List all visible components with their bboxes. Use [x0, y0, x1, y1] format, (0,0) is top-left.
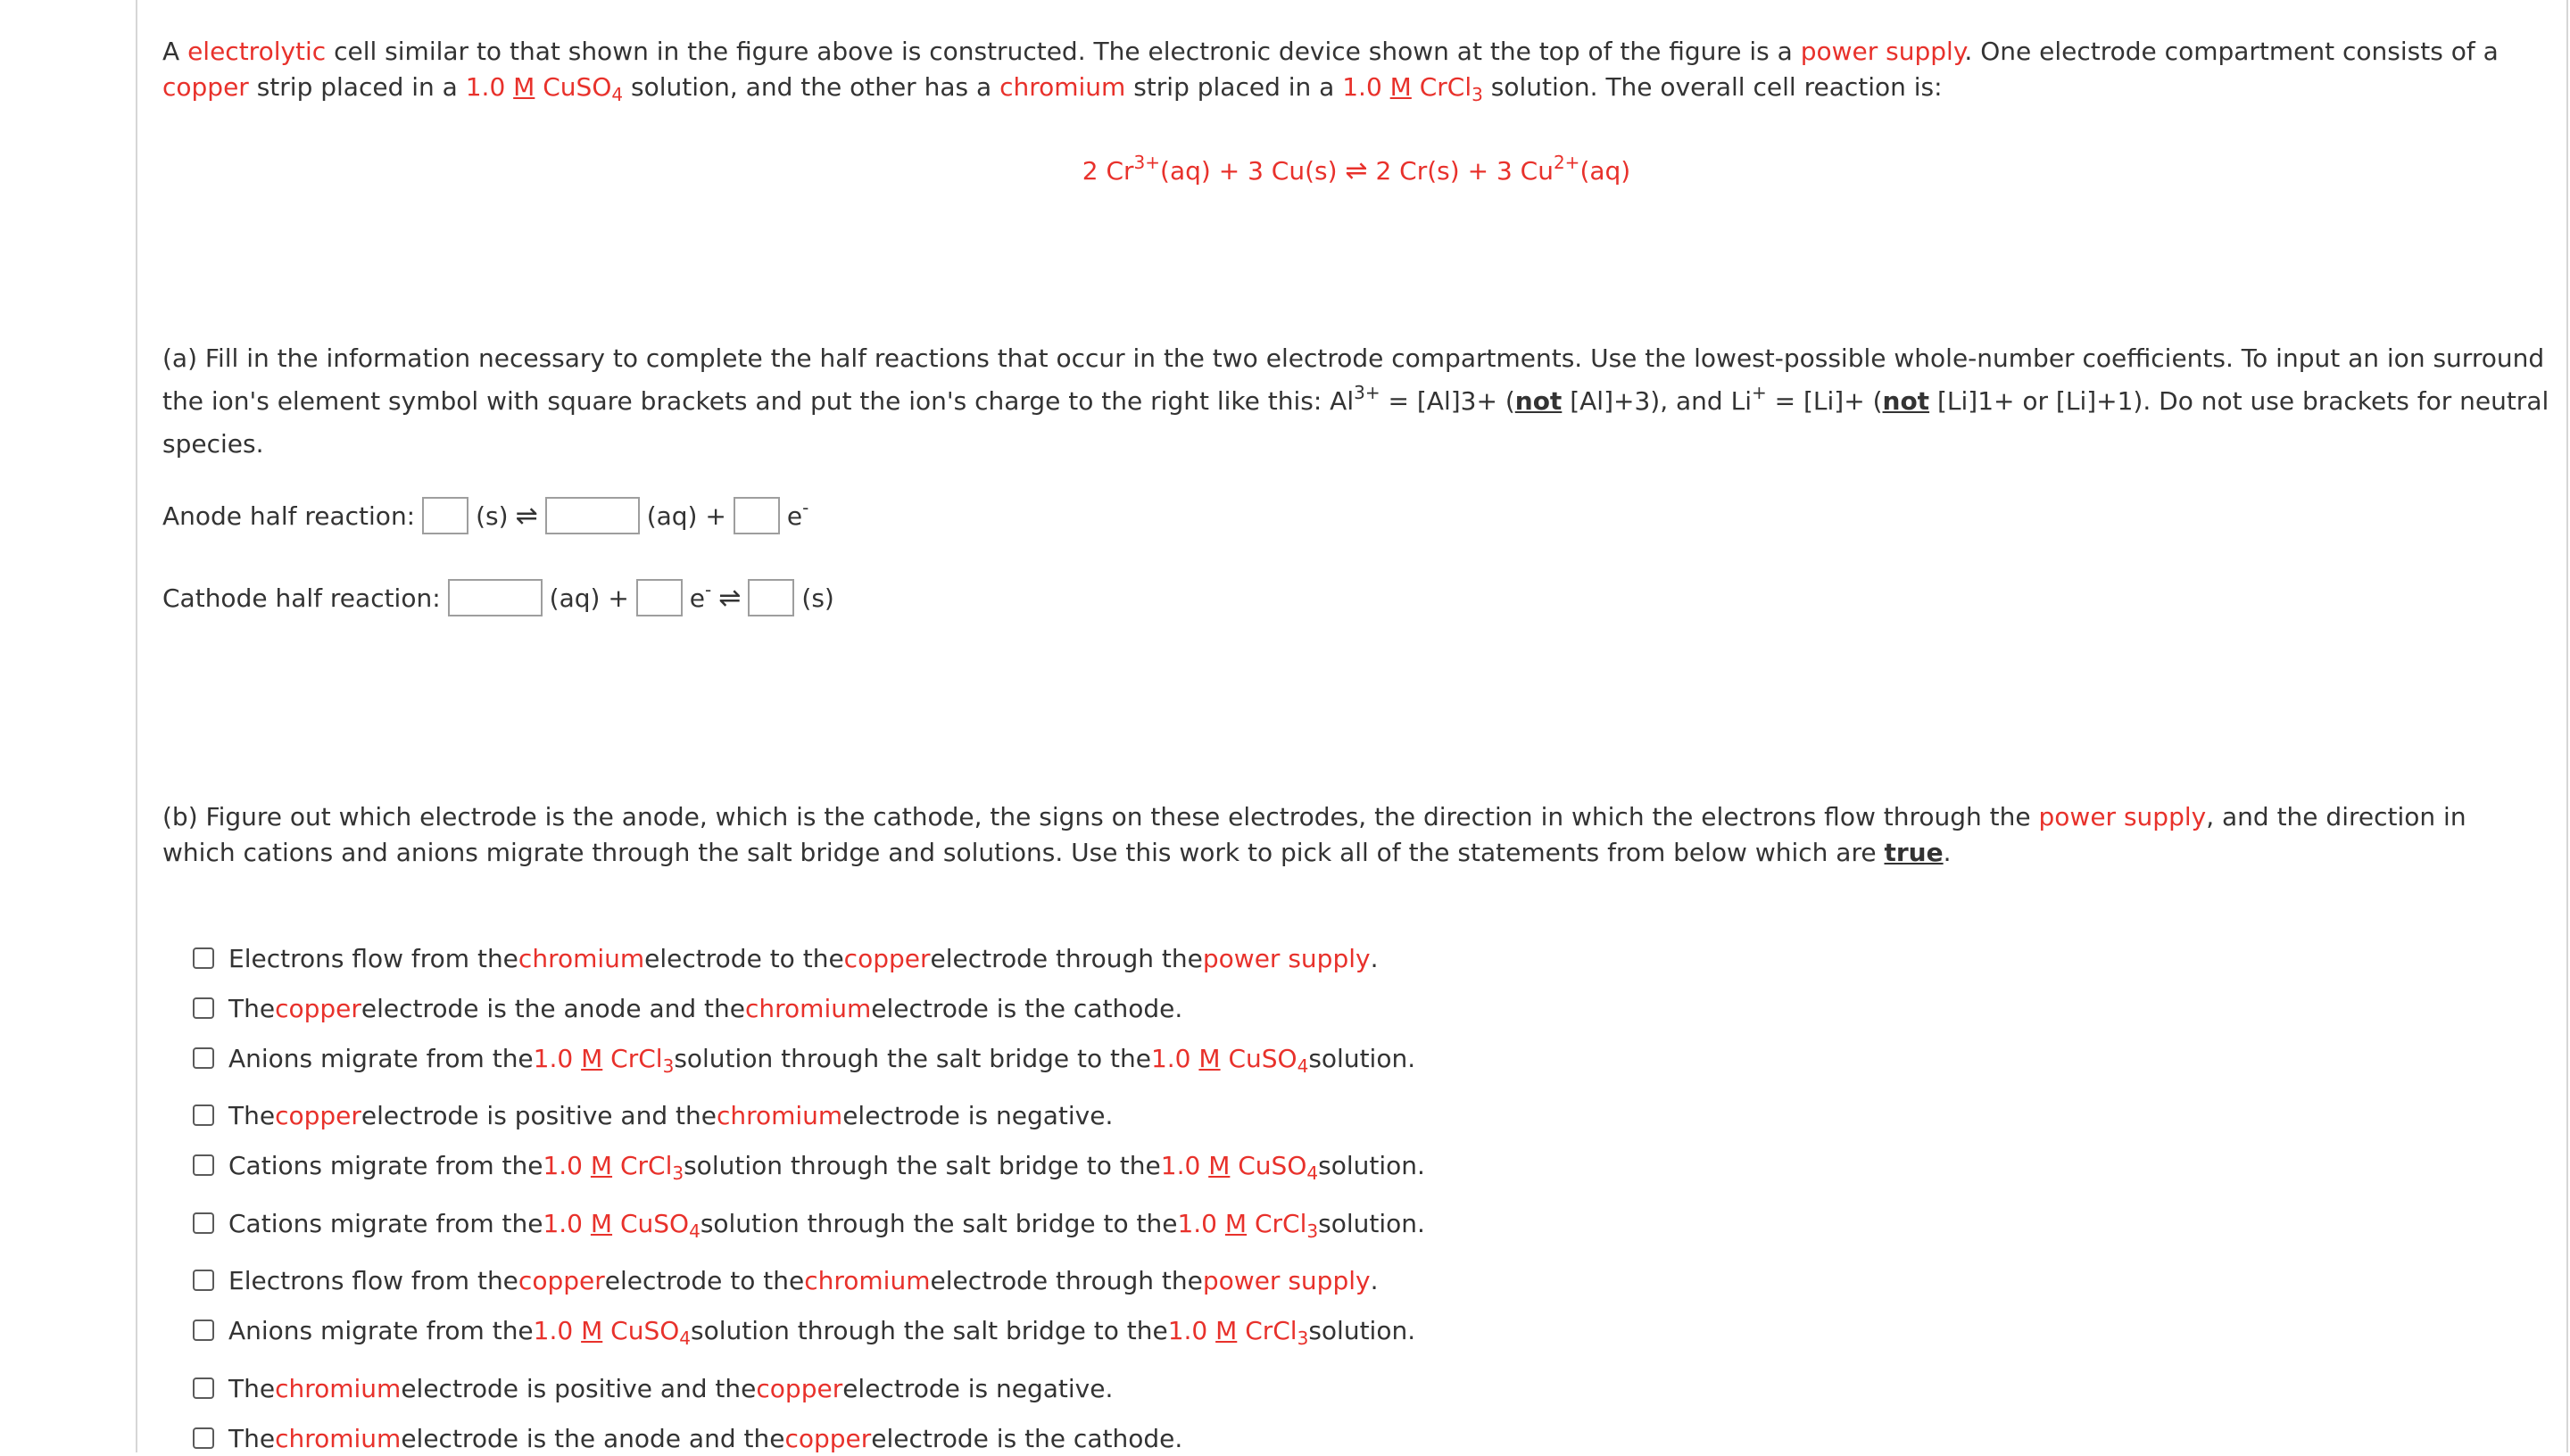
checkbox[interactable] — [193, 1427, 214, 1449]
checkbox[interactable] — [193, 947, 214, 969]
link-electrolytic[interactable]: electrolytic — [187, 37, 327, 66]
right-border — [2566, 0, 2568, 1452]
link-power-supply[interactable]: power supply — [2038, 802, 2207, 831]
conc-crcl3[interactable]: 1.0 M CrCl$_3$ — [1342, 72, 1483, 105]
anode-electron-coef-input[interactable] — [734, 497, 780, 534]
cathode-product-coef-input[interactable] — [748, 579, 794, 616]
cathode-label: Cathode half reaction: — [162, 583, 441, 613]
part-a-instructions: (a) Fill in the information necessary to complete the half reactions that occur in the two electrode compartments. Use the lowest-possible whole-number coefficients. To input an ion surround the ion's element symbol with square brackets and put the ion's charge to the right like this: $Al^{3+} = [Al]3+ (not$ [Al]+3), and Li+ = [Li]+ (not [Li]1+ or [Li]+1). Do not use brackets for neutral species. — [162, 343, 2549, 459]
checkbox[interactable] — [193, 997, 214, 1019]
link-power-supply[interactable]: power supply — [1800, 37, 1965, 66]
overall-reaction[interactable]: 2 $Cr^{3+}(aq) + 3$ Cu(s) ⇌ 2 Cr(s) + 3 $Cu^{2+}(aq)$ — [1082, 152, 1631, 186]
checkbox[interactable] — [193, 1320, 214, 1341]
checkbox[interactable] — [193, 1212, 214, 1234]
checkbox[interactable] — [193, 1104, 214, 1126]
anode-half-reaction: Anode half reaction: (s) ⇌ (aq) + e- — [162, 493, 808, 538]
option-2[interactable]: The copper electrode is the anode and the chromium electrode is the cathode. — [193, 990, 1182, 1026]
anode-ion-input[interactable] — [545, 497, 640, 534]
checkbox[interactable] — [193, 1377, 214, 1399]
equilibrium-arrow-icon: ⇌ — [515, 500, 538, 532]
anode-coef-reactant-input[interactable] — [422, 497, 468, 534]
anode-label: Anode half reaction: — [162, 500, 416, 531]
option-7[interactable]: Electrons flow from the copper electrode to the chromium electrode through the power supply . — [193, 1262, 1378, 1298]
option-9[interactable]: The chromium electrode is positive and the copper electrode is negative. — [193, 1370, 1113, 1406]
part-b-instructions: (b) Figure out which electrode is the anode, which is the cathode, the signs on these electrodes, the direction in which the electrons flow through the power supply, and the direction in which cations and anions migrate through the salt bridge and solutions. Use this work to pick all of the statements from below which are true. — [162, 802, 2466, 867]
link-copper[interactable]: copper — [162, 72, 249, 102]
option-4[interactable]: The copper electrode is positive and the chromium electrode is negative. — [193, 1097, 1113, 1133]
option-10[interactable]: The chromium electrode is the anode and the copper electrode is the cathode. — [193, 1420, 1182, 1456]
link-chromium[interactable]: chromium — [999, 72, 1126, 102]
equilibrium-arrow-icon: ⇌ — [718, 582, 742, 614]
equilibrium-arrow-icon: ⇌ — [1345, 155, 1368, 186]
option-3[interactable]: Anions migrate from the 1.0 M CrCl$_3$ solution through the salt bridge to the 1.0 M CuSO$_4$ solution. — [193, 1040, 1415, 1076]
checkbox[interactable] — [193, 1154, 214, 1176]
cathode-half-reaction: Cathode half reaction: (aq) + e- ⇌ (s) — [162, 575, 834, 620]
conc-cuso4[interactable]: 1.0 M CuSO$_4$ — [465, 72, 624, 105]
cathode-electron-coef-input[interactable] — [636, 579, 683, 616]
cathode-ion-input[interactable] — [448, 579, 543, 616]
intro-paragraph: A electrolytic cell similar to that shown in the figure above is constructed. The electronic device shown at the top of the figure is a power supply. One electrode compartment consists of a copper strip placed in a 1.0 M CuSO$_4$ solution, and the other has a chromium strip placed in a 1.0 M CrCl$_3$ solution. The overall cell reaction is: — [162, 37, 2499, 105]
option-6[interactable]: Cations migrate from the 1.0 M CuSO$_4$ solution through the salt bridge to the 1.0 M CrCl$_3$ solution. — [193, 1205, 1425, 1241]
option-5[interactable]: Cations migrate from the 1.0 M CrCl$_3$ solution through the salt bridge to the 1.0 M CuSO$_4$ solution. — [193, 1147, 1425, 1183]
left-border — [136, 0, 137, 1452]
checkbox[interactable] — [193, 1047, 214, 1069]
option-1[interactable]: Electrons flow from the chromium electrode to the copper electrode through the power supply . — [193, 940, 1378, 976]
option-8[interactable]: Anions migrate from the 1.0 M CuSO$_4$ solution through the salt bridge to the 1.0 M CrCl$_3$ solution. — [193, 1312, 1415, 1348]
checkbox[interactable] — [193, 1270, 214, 1291]
